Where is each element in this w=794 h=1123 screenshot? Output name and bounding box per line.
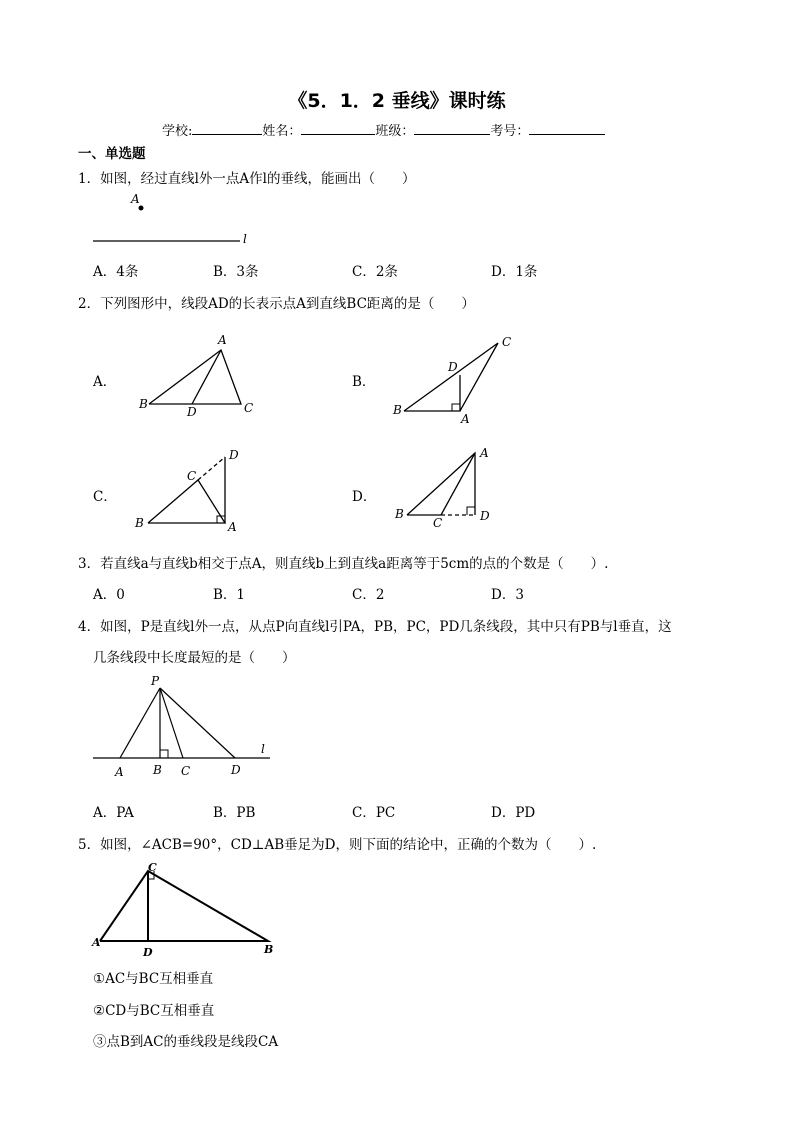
- question-4-figure: [90, 672, 280, 782]
- exam-no-blank[interactable]: [529, 122, 605, 135]
- question-1-text: 1．如图，经过直线l外一点A作l的垂线，能画出（ ）: [78, 171, 416, 187]
- svg-text:A: A: [461, 412, 470, 426]
- q2-option-a[interactable]: A．: [93, 374, 117, 390]
- question-5-figure: [88, 857, 288, 962]
- q5-statement-1: ①AC与BC互相垂直: [93, 971, 214, 987]
- q1-option-a[interactable]: A．4条: [93, 264, 139, 280]
- q1-option-c[interactable]: C．2条: [352, 264, 398, 280]
- q2-figure-d: [393, 444, 523, 539]
- question-4-text-line2: 几条线段中长度最短的是（ ）: [93, 650, 296, 666]
- question-3-text: 3．若直线a与直线b相交于点A，则直线b上到直线a距离等于5cm的点的个数是（ ）.: [78, 556, 609, 572]
- q5-statement-2: ②CD与BC互相垂直: [93, 1003, 215, 1019]
- svg-text:B: B: [264, 943, 274, 956]
- question-2-text: 2．下列图形中，线段AD的长表示点A到直线BC距离的是（ ）: [78, 296, 475, 312]
- svg-text:D: D: [480, 509, 490, 523]
- svg-text:B: B: [393, 403, 402, 417]
- point-a: [139, 206, 144, 211]
- q1-option-d[interactable]: D．1条: [491, 264, 538, 280]
- q2-figure-c: [133, 445, 263, 540]
- svg-text:A: A: [115, 765, 124, 779]
- name-blank[interactable]: [301, 122, 375, 135]
- svg-text:l: l: [261, 742, 265, 756]
- school-blank[interactable]: [192, 122, 262, 135]
- q2-figure-b: [390, 332, 530, 432]
- q2-figure-a: [135, 330, 265, 420]
- svg-text:D: D: [229, 448, 239, 462]
- svg-text:D: D: [187, 405, 197, 419]
- svg-text:C: C: [244, 401, 254, 415]
- question-1-figure: [90, 190, 260, 250]
- svg-text:A: A: [228, 520, 237, 534]
- section-heading: 一、单选题: [78, 146, 146, 162]
- svg-text:B: B: [395, 507, 404, 521]
- class-blank[interactable]: [414, 122, 490, 135]
- q2-option-b[interactable]: B．: [352, 374, 376, 390]
- q4-option-a[interactable]: A．PA: [93, 805, 134, 821]
- svg-text:C: C: [148, 861, 157, 874]
- svg-text:C: C: [181, 764, 191, 778]
- svg-text:B: B: [139, 397, 148, 411]
- point-a-label: A: [131, 192, 140, 206]
- line-l-label: l: [243, 232, 247, 246]
- question-5-text: 5．如图，∠ACB=90°，CD⊥AB垂足为D，则下面的结论中，正确的个数为（ ）.: [78, 837, 597, 853]
- q4-option-c[interactable]: C．PC: [352, 805, 396, 821]
- q3-option-d[interactable]: D．3: [491, 587, 524, 603]
- svg-text:B: B: [135, 516, 144, 530]
- svg-text:C: C: [187, 469, 197, 483]
- svg-text:A: A: [92, 936, 101, 949]
- q3-option-a[interactable]: A．0: [93, 587, 125, 603]
- svg-text:B: B: [153, 763, 162, 777]
- svg-text:C: C: [502, 335, 512, 349]
- q5-statement-3: ③点B到AC的垂线段是线段CA: [93, 1034, 279, 1050]
- student-info-line: [162, 120, 605, 139]
- question-4-text-line1: 4．如图，P是直线l外一点，从点P向直线l引PA，PB，PC，PD几条线段，其中只有PB与l垂直，这: [78, 619, 672, 635]
- name-label: 姓名：: [262, 124, 302, 139]
- q3-option-c[interactable]: C．2: [352, 587, 385, 603]
- q1-option-b[interactable]: B．3条: [213, 264, 259, 280]
- svg-text:C: C: [433, 516, 443, 530]
- svg-text:A: A: [480, 446, 489, 460]
- q4-option-b[interactable]: B．PB: [213, 805, 256, 821]
- q2-option-d[interactable]: D．: [352, 489, 377, 505]
- svg-text:P: P: [151, 674, 160, 688]
- q3-option-b[interactable]: B．1: [213, 587, 246, 603]
- svg-text:A: A: [218, 333, 227, 347]
- class-label: 班级：: [375, 124, 415, 139]
- svg-text:D: D: [448, 360, 458, 374]
- svg-text:D: D: [231, 763, 241, 777]
- page-title: 《5．1．2 垂线》课时练: [288, 90, 506, 112]
- exam-no-label: 考号：: [490, 124, 530, 139]
- q2-option-c[interactable]: C．: [93, 489, 117, 505]
- q4-option-d[interactable]: D．PD: [491, 805, 536, 821]
- svg-text:D: D: [143, 946, 153, 959]
- school-label: 学校:: [162, 124, 193, 139]
